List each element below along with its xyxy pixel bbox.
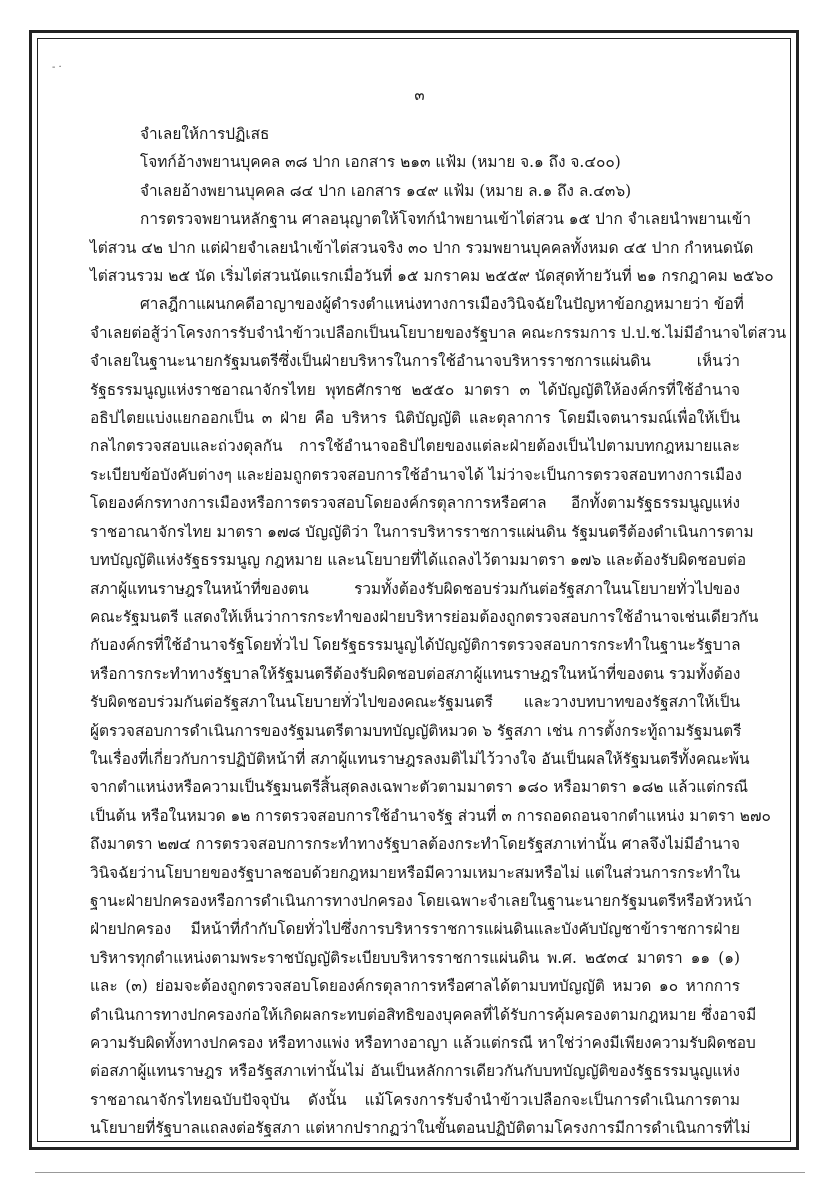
paragraph — [90, 205, 774, 290]
text-line: บทบัญญัติแห่งรัฐธรรมนูญ กฎหมาย และนโยบายที่ได้แถลงไว้ตามมาตรา ๑๗๖ และต้องรับผิดชอบต่อ — [90, 551, 747, 570]
text-line: ราชอาณาจักรไทย มาตรา ๑๗๘ บัญญัติว่า ในการบริหารราชการแผ่นดิน รัฐมนตรีต้องดำเนินการตาม — [90, 522, 754, 541]
text-line: ฝ่ายปกครอง มีหน้าที่กำกับโดยทั่วไปซึ่งการบริหารราชการแผ่นดินและบังคับบัญชาข้าราชการฝ่าย — [90, 920, 740, 939]
paragraph — [90, 148, 740, 176]
text-line: โดยองค์กรทางการเมืองหรือการตรวจสอบโดยองค์กรตุลาการหรือศาล อีกทั้งตามรัฐธรรมนูญแห่ง — [90, 494, 740, 513]
text-line: หรือการกระทำทางรัฐบาลให้รัฐมนตรีต้องรับผิดชอบต่อสภาผู้แทนราษฎรในหน้าที่ของตน รวมทั้งต้อง — [90, 664, 741, 683]
text-line: จำเลยต่อสู้ว่าโครงการรับจำนำข้าวเปลือกเป็นนโยบายของรัฐบาล คณะกรรมการ ป.ป.ช.ไม่มีอำนาจไต่สวน — [90, 323, 787, 342]
text-line: ต่อสภาผู้แทนราษฎร หรือรัฐสภาเท่านั้นไม่ อันเป็นหลักการเดียวกันกับบทบัญญัติของรัฐธรรมนูญแห่ง — [90, 1062, 740, 1081]
text-line: วินิจฉัยว่านโยบายของรัฐบาลชอบด้วยกฎหมายหรือมีความเหมาะสมหรือไม่ แต่ในส่วนการกระทำใน — [90, 863, 741, 882]
text-line: ฐานะฝ่ายปกครองหรือการดำเนินการทางปกครอง โดยเฉพาะจำเลยในฐานะนายกรัฐมนตรีหรือหัวหน้า — [90, 891, 752, 910]
text-line: เป็นต้น หรือในหมวด ๑๒ การตรวจสอบการใช้อำนาจรัฐ ส่วนที่ ๓ การถอดถอนจากตำแหน่ง มาตรา ๒๗๐ — [90, 806, 771, 825]
text-line: คณะรัฐมนตรี แสดงให้เห็นว่าการกระทำของฝ่ายบริหารย่อมต้องถูกตรวจสอบการใช้อำนาจเช่นเดียวกัน — [90, 607, 759, 626]
text-line: ศาลฎีกาแผนกคดีอาญาของผู้ดำรงตำแหน่งทางการเมืองวินิจฉัยในปัญหาข้อกฎหมายว่า ข้อที่ — [140, 295, 744, 314]
text-line: นโยบายที่รัฐบาลแถลงต่อรัฐสภา แต่หากปรากฏว่าในขั้นตอนปฏิบัติตามโครงการมีการดำเนินการที่ไม่ — [90, 1119, 751, 1138]
text-line: กลไกตรวจสอบและถ่วงดุลกัน การใช้อำนาจอธิปไตยของแต่ละฝ่ายต้องเป็นไปตามบทกฎหมายและ — [90, 437, 740, 456]
text-line: ระเบียบข้อบังคับต่างๆ และย่อมถูกตรวจสอบการใช้อำนาจได้ ไม่ว่าจะเป็นการตรวจสอบทางการเมือง — [90, 465, 742, 484]
text-line: บริหารทุกตำแหน่งตามพระราชบัญญัติระเบียบบริหารราชการแผ่นดิน พ.ศ. ๒๕๓๔ มาตรา ๑๑ (๑) — [90, 948, 740, 967]
text-line: ราชอาณาจักรไทยฉบับปัจจุบัน ดังนั้น แม้โครงการรับจำนำข้าวเปลือกจะเป็นการดำเนินการตาม — [90, 1090, 740, 1109]
text-line: รับผิดชอบร่วมกันต่อรัฐสภาในนโยบายทั่วไปของคณะรัฐมนตรี และวางบทบาทของรัฐสภาให้เป็น — [90, 693, 740, 712]
scan-mark: - · — [52, 62, 62, 73]
text-line: จำเลยให้การปฏิเสธ — [140, 125, 270, 143]
text-line: ไต่สวนรวม ๒๕ นัด เริ่มไต่สวนนัดแรกเมื่อวันที่ ๑๕ มกราคม ๒๕๕๙ นัดสุดท้ายวันที่ ๒๑ กรกฎาคม ๒๕๖๐ — [90, 267, 774, 286]
text-line: ผู้ตรวจสอบการดำเนินการของรัฐมนตรีตามบทบัญญัติหมวด ๖ รัฐสภา เช่น การตั้งกระทู้ถามรัฐมนตรี — [90, 721, 742, 740]
text-line: จำเลยในฐานะนายกรัฐมนตรีซึ่งเป็นฝ่ายบริหารในการใช้อำนาจบริหารราชการแผ่นดิน เห็นว่า — [90, 352, 740, 371]
paragraph — [90, 290, 787, 1142]
text-line: การตรวจพยานหลักฐาน ศาลอนุญาตให้โจทก์นำพยานเข้าไต่สวน ๑๕ ปาก จำเลยนำพยานเข้า — [140, 210, 751, 229]
paragraph — [90, 120, 740, 148]
document-body — [90, 120, 787, 1143]
paragraph — [90, 177, 740, 205]
text-line: ดำเนินการทางปกครองก่อให้เกิดผลกระทบต่อสิทธิของบุคคลที่ได้รับการคุ้มครองตามกฎหมาย ซึ่งอาจมี — [90, 1005, 757, 1024]
text-line: โจทก์อ้างพยานบุคคล ๓๘ ปาก เอกสาร ๒๑๓ แฟ้ม (หมาย จ.๑ ถึง จ.๔๐๐) — [140, 153, 621, 172]
text-line: และ (๓) ย่อมจะต้องถูกตรวจสอบโดยองค์กรตุลาการหรือศาลได้ตามบทบัญญัติ หมวด ๑๐ หากการ — [90, 977, 740, 996]
text-line: จำเลยอ้างพยานบุคคล ๘๔ ปาก เอกสาร ๑๔๙ แฟ้ม (หมาย ล.๑ ถึง ล.๔๓๖) — [140, 181, 632, 200]
text-line: ไต่สวน ๔๒ ปาก แต่ฝ่ายจำเลยนำเข้าไต่สวนจริง ๓๐ ปาก รวมพยานบุคคลทั้งหมด ๔๕ ปาก กำหนดนัด — [90, 238, 754, 257]
text-line: สภาผู้แทนราษฎรในหน้าที่ของตน รวมทั้งต้องรับผิดชอบร่วมกันต่อรัฐสภาในนโยบายทั่วไปของ — [90, 579, 740, 598]
text-line: ความรับผิดทั้งทางปกครอง หรือทางแพ่ง หรือทางอาญา แล้วแต่กรณี หาใช่ว่าคงมีเพียงความรับผิดชอบ — [90, 1034, 756, 1052]
bottom-rule — [35, 1172, 805, 1173]
text-line: อธิปไตยแบ่งแยกออกเป็น ๓ ฝ่าย คือ บริหาร นิติบัญญัติ และตุลาการ โดยมีเจตนารมณ์เพื่อให้เป็น — [90, 409, 740, 428]
text-line: ในเรื่องที่เกี่ยวกับการปฏิบัติหน้าที่ สภาผู้แทนราษฎรลงมติไม่ไว้วางใจ อันเป็นผลให้รัฐมนตรีทั้งคณะพ้น — [90, 749, 750, 768]
text-line: ถึงมาตรา ๒๗๔ การตรวจสอบการกระทำทางรัฐบาลต้องกระทำโดยรัฐสภาเท่านั้น ศาลจึงไม่มีอำนาจ — [90, 835, 741, 854]
text-line: กับองค์กรที่ใช้อำนาจรัฐโดยทั่วไป โดยรัฐธรรมนูญได้บัญญัติการตรวจสอบการกระทำในฐานะรัฐบาล — [90, 636, 741, 655]
page-number: ๓ — [414, 86, 426, 104]
text-line: รัฐธรรมนูญแห่งราชอาณาจักรไทย พุทธศักราช ๒๕๕๐ มาตรา ๓ ได้บัญญัติให้องค์กรที่ใช้อำนาจ — [90, 380, 740, 399]
text-line: จากตำแหน่งหรือความเป็นรัฐมนตรีสิ้นสุดลงเฉพาะตัวตามมาตรา ๑๘๐ หรือมาตรา ๑๘๒ แล้วแต่กรณี — [90, 778, 749, 797]
